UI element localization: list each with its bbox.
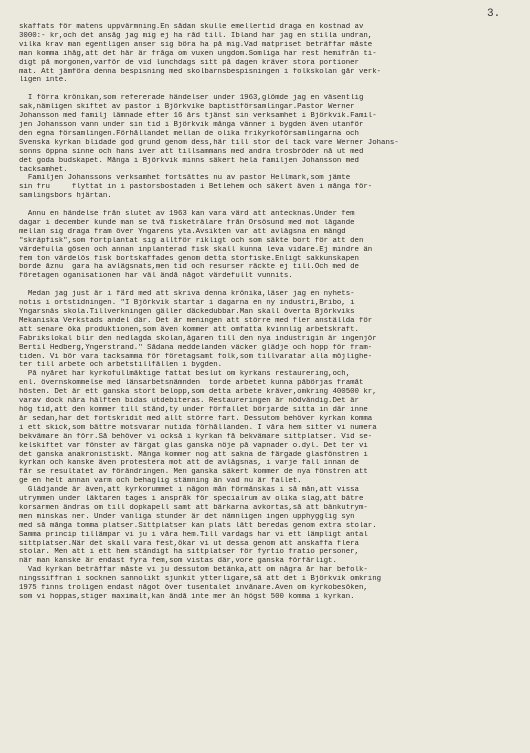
text-line: "skräpfisk",som fortplantat sig alltför rikligt och som säkte bort för att den xyxy=(19,236,364,245)
text-line: Mekaniska Verkstads andel där. Det är meningen att större med fler anställda för xyxy=(19,316,373,325)
text-line: Bertil Hedberg,Yngerstrand." Sådana meddelanden väcker glädje och hopp för fram- xyxy=(19,343,373,352)
text-line: Yngarsnäs skola.Tillverkningen gäller däckedubbar.Man skall överta Björkviks xyxy=(19,308,355,316)
text-line: vilka krav man egentligen anser sig böra ha på mig.Vad matpriset beträffar måste xyxy=(19,40,373,49)
text-line: Fabrikslokal blir den nedlagda skolan,ägaren till den nya industrigin är ingenjör xyxy=(19,334,377,343)
text-line: Glädjande är även,att kyrkorummet i någon mån förmånskas i så mån,att vissa xyxy=(19,486,359,495)
text-line: i ett skick,som bättre motsvarar nutida förhållanden. I våra hem sitter vi numera xyxy=(19,423,377,432)
text-line xyxy=(19,201,519,210)
text-line: kyrkan och kanske även protestera mot att de avlägsnas, i varje fall innan de xyxy=(19,459,359,468)
text-line: sak,nämligen skiftet av pastor i Björkvike baptistförsamlingar.Pastor Werner xyxy=(19,103,355,112)
text-line: ge en helt annan varm och behaglig stämning än vad nu är fallet. xyxy=(19,477,302,486)
text-line: utrymmen under läktaren tages i anspråk för specialrum av olika slag,att bätre xyxy=(19,495,364,504)
text-line: hösten. Det är ett ganska stort belopp,som detta arbete kräver,omkring 400500 kr, xyxy=(19,388,377,397)
text-line: man komma ihåg,att det här är fråga om vuxen ungdom.Somliga har rest hemifrån ti- xyxy=(19,49,377,58)
text-line: mellan sig draga fram över Yngarens yta.Avsikten var att avlägsna en mängd xyxy=(19,227,346,236)
text-line: jen Johansson vann under sin tid i Björkvik många vänner i bygden även utanför xyxy=(19,120,364,129)
text-line: ligen inte. xyxy=(19,76,68,85)
text-line: På nyåret har kyrkofullmäktige fattat beslut om kyrkans restaurering,och, xyxy=(19,370,351,379)
text-line: Svenska kyrkan blidade god grund genom dess,här till stor del tack vare Werner Johans- xyxy=(19,138,399,147)
text-line: notis i ortstidningen. "I Björkvik startar i dagarna en ny industri,Bribo, i xyxy=(19,299,355,308)
text-line xyxy=(19,281,519,290)
text-line: Vad kyrkan beträffar måste vi ju dessutom betänka,att om några år har befolk- xyxy=(19,566,368,575)
text-line: dagar i december kunde man se två fisketrälare från Orsösund med mot lägande xyxy=(19,218,355,227)
text-line xyxy=(19,85,519,94)
text-line: mat. Att jämföra denna bespisning med skolbarnsbespisningen i folkskolan går verk- xyxy=(19,67,382,76)
text-line: tiden. Vi bör vara tacksamma för företagsamt folk,som tillvaratar alla möjlighe- xyxy=(19,352,373,361)
text-line: 1975 finns troligen endast något över tusentalet invånare.Även om kyrkobesöken, xyxy=(19,584,368,593)
text-line: men minskas ner. Under vanliga stunder är det nämnligen ingen upphygglig syn xyxy=(19,512,355,521)
text-line: sin fru flyttat in i pastorsbostaden i Betlehem och säkert även i många för- xyxy=(19,183,373,192)
text-line: den egna församlingen.Förhållandet mellan de olika frikyrkoförsamlingarna och xyxy=(19,129,359,138)
text-line: enl. övernskommelse med länsarbetsnämnden torde arbetet kunna påbörjas framåt xyxy=(19,379,364,388)
text-line: värdefulla gösen och annan inplanterad fisk skall kunna leva vidare.Ej mindre än xyxy=(19,245,373,254)
text-line: skaffats för matens uppvärmning.En sådan skulle emellertid draga en kostnad av xyxy=(19,23,364,31)
text-line: Samma princip tillämpar vi ju i våra hem.Till vardags har vi ett lämpligt antal xyxy=(19,530,368,539)
text-line: hög tid,att den kommer till stånd,ty under förfallet börjarde sitta in där inne xyxy=(19,405,368,414)
text-line: det ganska anakronistiskt. Många kommer nog att sakna de färgade glasfönstren i xyxy=(19,450,368,459)
text-line: fem ton värdelös fisk bortskaffades genom detta storfiske.Enligt sakkunskapen xyxy=(19,254,359,263)
text-line: att senare öka produktionen,som även kommer att omfatta kvinnlig arbetskraft. xyxy=(19,325,359,334)
text-line: kelskiftet var fönster av färgat glas ganska nöje på vapnader o.dyl. Det ter vi xyxy=(19,441,368,450)
text-line: 3000:- kr,och det ansåg jag mig ej ha råd till. Ibland har jag en stilla undran, xyxy=(19,31,373,40)
text-line: företagen oganisationen har väl ändå något värdefullt vunnits. xyxy=(19,272,293,281)
text-line: bekvämare än förr.Så behöver vi också i kyrkan få bekvämare sittplatser. Vid se- xyxy=(19,432,373,441)
text-line: varav dock nära hälften bidas utdebiteras. Restaureringen är nödvändig.Det är xyxy=(19,397,359,406)
text-line: när man kanske är endast fyra fem,som vistas där,vore ganska förfärligt. xyxy=(19,557,337,566)
text-line: korsarmen ändras om till dopkapell samt att bärkarna avkortas,så att bänkutrym- xyxy=(19,503,368,512)
text-line: Medan jag just är i färd med att skriva denna krönika,läser jag en nyhets- xyxy=(19,290,355,299)
text-line: Johansson med familj lämnade efter 16 års tjänst sin verksamhet i Björkvik.Famil- xyxy=(19,112,377,121)
text-line: borde åznu gara ha avlägsnats,men tid och resurser räckte ej till.Och med de xyxy=(19,263,359,272)
text-line: får se resultatet av förändringen. Men ganska säkert kommer de nya fönstren att xyxy=(19,468,368,477)
text-line: ningssiffran i socknen sannolikt sjunkit ytterligare,så att det i Björkvik omkring xyxy=(19,575,382,584)
page-number: 3. xyxy=(487,8,501,20)
text-line: Familjen Johanssons verksamhet fortsättes nu av pastor Hellmark,som jämte xyxy=(19,174,351,183)
text-line: sonns öppna sinne och hans iver att tillsammans med andra trosbröder nå ut med xyxy=(19,147,364,156)
text-line: sittplatser.När det skall vara fest,ökar vi ut dessa genom att anskaffa flera xyxy=(19,539,359,548)
text-line: tacksamhet. xyxy=(19,165,68,174)
text-line: år sedan,har det fortskridit med allt större fart. Dessutom behöver kyrkan komma xyxy=(19,414,373,423)
text-line: som vi hoppas,stiger maximalt,kan ändå inte mer än högst 500 komma i kyrkan. xyxy=(19,593,355,601)
text-line: med så många tomma platser.Sittplatser kan plats lätt beredas genom extra stolar. xyxy=(19,521,377,530)
text-line: samlingsbors hjärtan. xyxy=(19,192,112,201)
text-line: det goda budskapet. Många i Björkvik minns säkert hela familjen Johansson med xyxy=(19,156,359,165)
text-line: I förra krönikan,som refererade händelser under 1963,glömde jag en väsentlig xyxy=(19,94,364,103)
text-line: digt på morgonen,varför de vid lunchdags sitt på dagen kräver stora portioner xyxy=(19,58,359,67)
body-text xyxy=(19,23,519,602)
text-line: Ännu en händelse från slutet av 1963 kan vara värd att antecknas.Under fem xyxy=(19,210,355,219)
text-line: stolar. Men att i ett hem ständigt ha sittplatser för fyrtio fratio personer, xyxy=(19,548,359,557)
text-line: ter till arbete och arbetstillfällen i bygden. xyxy=(19,361,223,370)
